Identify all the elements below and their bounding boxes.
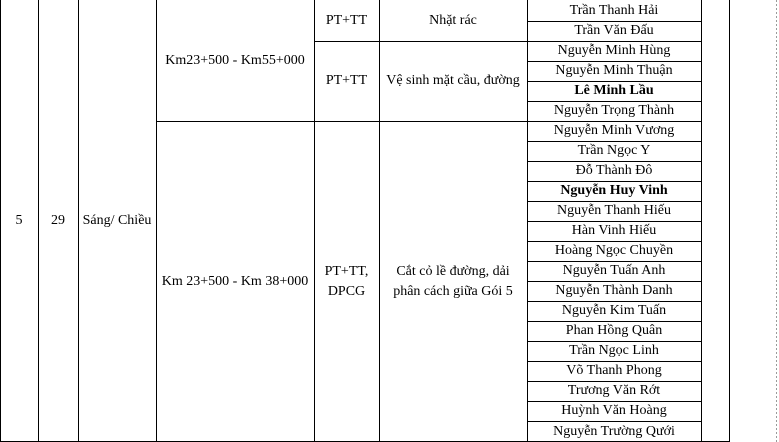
grid-hline <box>527 161 701 162</box>
worker-name: Nguyễn Tuấn Anh <box>562 263 666 278</box>
grid-hline <box>527 41 701 42</box>
team-cell: PT+TT <box>325 12 368 28</box>
worker-name: Võ Thanh Phong <box>566 363 662 378</box>
shift-cell: Sáng/ Chiều <box>82 213 152 228</box>
task-cell: Cắt cỏ lề đường, dải phân cách giữa Gói 5 <box>393 263 513 299</box>
grid-hline <box>527 401 701 402</box>
grid-hline <box>527 421 701 422</box>
worker-name: Nguyễn Trọng Thành <box>553 103 675 118</box>
grid-hline <box>527 261 701 262</box>
team-cell: PT+TT <box>325 73 368 88</box>
stt-cell: 5 <box>15 213 23 228</box>
grid-hline <box>527 241 701 242</box>
worker-name: Nguyễn Trường Qưới <box>553 423 675 439</box>
grid-hline <box>527 141 701 142</box>
task-cell: Vệ sinh mặt cầu, đường <box>386 73 520 88</box>
grid-hline <box>527 301 701 302</box>
worker-name: Nguyễn Minh Thuận <box>555 63 673 78</box>
grid-vline <box>314 0 315 442</box>
grid-vline <box>729 0 730 442</box>
grid-hline <box>527 61 701 62</box>
grid-hline <box>527 281 701 282</box>
team-cell: PT+TT, DPCG <box>324 263 369 299</box>
task-cell: Nhặt rác <box>429 12 477 28</box>
grid-hline <box>527 101 701 102</box>
worker-name: Trần Thanh Hải <box>569 2 659 18</box>
route-cell: Km23+500 - Km55+000 <box>165 52 305 68</box>
worker-name: Trần Ngọc Y <box>577 143 651 158</box>
worker-name: Huỳnh Văn Hoàng <box>561 403 667 418</box>
grid-hline <box>314 41 527 42</box>
grid-hline <box>527 321 701 322</box>
worker-name: Hàn Vinh Hiếu <box>571 223 657 238</box>
notes-column <box>701 0 729 442</box>
grid-vline <box>0 0 1 442</box>
grid-vline <box>701 0 702 442</box>
route-cell: Km 23+500 - Km 38+000 <box>161 273 309 289</box>
grid-hline <box>527 181 701 182</box>
worker-name: Trần Văn Đấu <box>574 23 654 38</box>
worker-name: Trần Ngọc Linh <box>569 343 659 358</box>
grid-vline <box>156 0 157 442</box>
worker-name: Phan Hồng Quân <box>565 323 663 338</box>
worker-name: Nguyễn Kim Tuấn <box>561 303 667 318</box>
grid-vline <box>379 0 380 442</box>
grid-hline <box>527 381 701 382</box>
grid-hline <box>527 361 701 362</box>
gridline-dashed <box>776 0 777 442</box>
worker-name: Nguyễn Thành Danh <box>555 283 673 298</box>
worker-name: Nguyễn Huy Vinh <box>560 183 668 198</box>
grid-hline <box>527 221 701 222</box>
worker-name: Nguyễn Minh Vương <box>553 123 675 138</box>
worker-name: Hoàng Ngọc Chuyền <box>554 243 674 258</box>
grid-hline <box>527 341 701 342</box>
worker-name: Nguyễn Minh Hùng <box>557 43 671 58</box>
worker-name: Đỗ Thành Đô <box>575 163 653 178</box>
worker-name: Trương Văn Rớt <box>567 383 661 398</box>
worker-name: Lê Minh Lầu <box>574 83 654 98</box>
grid-hline <box>527 81 701 82</box>
grid-vline <box>38 0 39 442</box>
grid-hline <box>527 201 701 202</box>
grid-hline <box>527 21 701 22</box>
grid-hline <box>527 121 701 122</box>
day-cell: 29 <box>51 213 65 228</box>
worker-name: Nguyễn Thanh Hiếu <box>556 203 672 218</box>
grid-vline <box>78 0 79 442</box>
